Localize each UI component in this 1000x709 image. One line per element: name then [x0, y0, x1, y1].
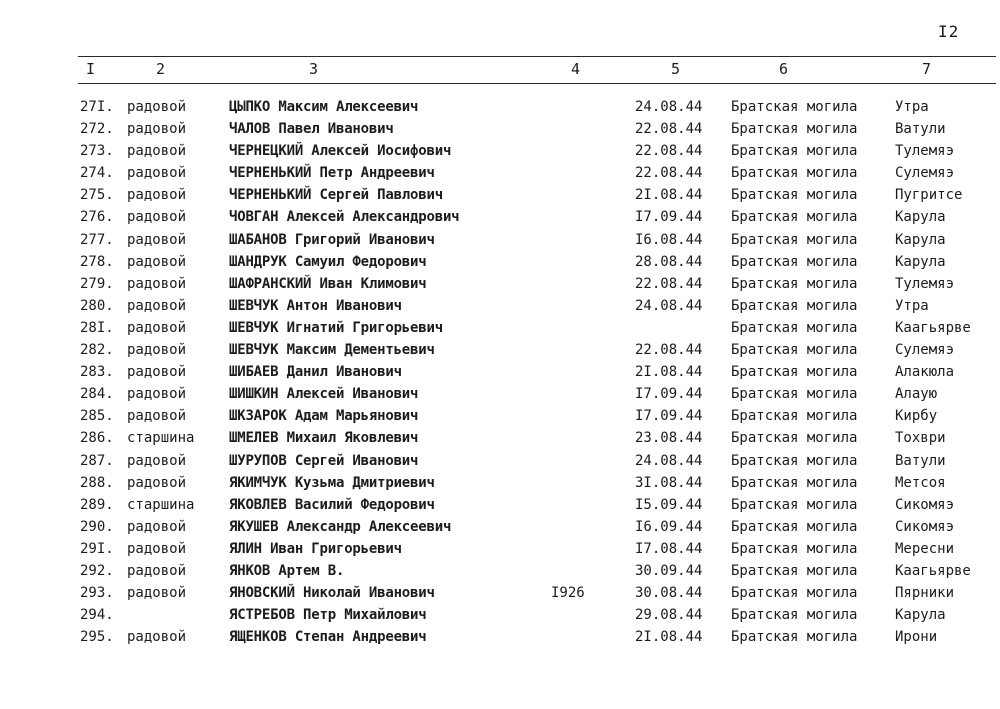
record-burial-location: Кирбу	[895, 408, 938, 425]
record-burial-location: Карула	[895, 209, 946, 226]
table-row	[0, 560, 1000, 582]
record-rank: радовой	[127, 121, 187, 138]
record-burial-location: Тохври	[895, 430, 946, 447]
record-burial-type: Братская могила	[731, 209, 858, 226]
record-burial-location: Алакюла	[895, 364, 955, 381]
record-burial-type: Братская могила	[731, 231, 858, 248]
record-rank: радовой	[127, 452, 187, 469]
record-number: 292.	[80, 562, 114, 579]
record-name: ЧЕРНЕНЬКИЙ Петр Андреевич	[229, 165, 435, 182]
column-header-5: 5	[671, 60, 681, 78]
record-death-date: 2I.08.44	[635, 629, 703, 646]
record-rank: радовой	[127, 474, 187, 491]
record-burial-location: Ватули	[895, 121, 946, 138]
record-name: ШАНДРУК Самуил Федорович	[229, 253, 427, 270]
column-header-4: 4	[571, 60, 581, 78]
record-burial-type: Братская могила	[731, 364, 858, 381]
record-burial-location: Мересни	[895, 540, 955, 557]
column-header-2: 2	[156, 60, 166, 78]
record-burial-location: Карула	[895, 607, 946, 624]
record-burial-location: Алаую	[895, 386, 938, 403]
record-burial-location: Сулемяэ	[895, 165, 955, 182]
record-rank: радовой	[127, 253, 187, 270]
record-number: 288.	[80, 474, 114, 491]
record-number: 283.	[80, 364, 114, 381]
record-burial-type: Братская могила	[731, 540, 858, 557]
record-rank: радовой	[127, 275, 187, 292]
record-name: ЦЫПКО Максим Алексеевич	[229, 99, 419, 115]
page-number: I2	[938, 22, 960, 41]
record-name: ЯНОВСКИЙ Николай Иванович	[229, 585, 435, 602]
table-row	[0, 295, 1000, 317]
record-number: 295.	[80, 629, 114, 646]
record-birth-year: I926	[551, 585, 585, 602]
record-name: ЯКОВЛЕВ Василий Федорович	[229, 496, 435, 513]
record-burial-type: Братская могила	[731, 452, 858, 469]
record-number: 27I.	[80, 99, 114, 115]
record-name: ЯНКОВ Артем В.	[229, 562, 345, 579]
record-burial-location: Ирони	[895, 629, 938, 646]
table-row	[0, 251, 1000, 273]
table-row	[0, 604, 1000, 626]
record-name: ЯКУШЕВ Александр Алексеевич	[229, 518, 452, 535]
record-number: 285.	[80, 408, 114, 425]
record-rank: радовой	[127, 408, 187, 425]
record-death-date: I7.09.44	[635, 209, 703, 226]
record-burial-type: Братская могила	[731, 253, 858, 270]
table-row	[0, 472, 1000, 494]
table-row	[0, 206, 1000, 228]
record-rank: радовой	[127, 209, 187, 226]
record-burial-type: Братская могила	[731, 474, 858, 491]
record-death-date: 24.08.44	[635, 99, 703, 115]
record-rank: радовой	[127, 518, 187, 535]
column-header-3: 3	[309, 60, 319, 78]
record-rank: радовой	[127, 540, 187, 557]
record-burial-type: Братская могила	[731, 319, 858, 336]
record-death-date: 30.08.44	[635, 585, 703, 602]
record-name: ШИШКИН Алексей Иванович	[229, 386, 419, 403]
table-row	[0, 339, 1000, 361]
table-row	[0, 427, 1000, 449]
record-burial-location: Сикомяэ	[895, 518, 955, 535]
record-burial-type: Братская могила	[731, 121, 858, 138]
record-number: 282.	[80, 342, 114, 359]
table-row	[0, 450, 1000, 472]
column-header-6: 6	[779, 60, 789, 78]
record-burial-location: Карула	[895, 253, 946, 270]
record-burial-type: Братская могила	[731, 187, 858, 204]
table-row	[0, 626, 1000, 648]
record-name: ЯЛИН Иван Григорьевич	[229, 540, 402, 557]
record-rank: радовой	[127, 342, 187, 359]
record-death-date: I7.09.44	[635, 386, 703, 403]
table-row	[0, 184, 1000, 206]
record-death-date: I7.09.44	[635, 408, 703, 425]
table-row	[0, 317, 1000, 339]
record-death-date: 30.09.44	[635, 562, 703, 579]
record-name: ШКЗАРОК Адам Марьянович	[229, 408, 419, 425]
table-row	[0, 516, 1000, 538]
header-bottom-rule	[78, 83, 996, 84]
record-rank: радовой	[127, 629, 187, 646]
table-row	[0, 140, 1000, 162]
column-headers	[0, 60, 1000, 80]
record-name: ЯЩЕНКОВ Степан Андреевич	[229, 629, 427, 646]
record-number: 280.	[80, 297, 114, 314]
record-burial-type: Братская могила	[731, 430, 858, 447]
record-number: 276.	[80, 209, 114, 226]
record-number: 294.	[80, 607, 114, 624]
record-burial-location: Сулемяэ	[895, 342, 955, 359]
record-rank: радовой	[127, 562, 187, 579]
record-burial-type: Братская могила	[731, 297, 858, 314]
record-number: 277.	[80, 231, 114, 248]
record-death-date: I6.09.44	[635, 518, 703, 535]
record-number: 273.	[80, 143, 114, 160]
record-rank: радовой	[127, 297, 187, 314]
record-number: 274.	[80, 165, 114, 182]
record-burial-location: Пугритсе	[895, 187, 963, 204]
record-burial-location: Тулемяэ	[895, 275, 955, 292]
record-name: ЧЕРНЕНЬКИЙ Сергей Павлович	[229, 187, 443, 204]
record-burial-type: Братская могила	[731, 585, 858, 602]
record-death-date: 22.08.44	[635, 165, 703, 182]
record-number: 290.	[80, 518, 114, 535]
record-rank: старшина	[127, 430, 195, 447]
record-burial-location: Метсоя	[895, 474, 946, 491]
record-death-date: I5.09.44	[635, 496, 703, 513]
record-number: 287.	[80, 452, 114, 469]
record-death-date: 22.08.44	[635, 143, 703, 160]
record-burial-type: Братская могила	[731, 562, 858, 579]
table-row	[0, 538, 1000, 560]
record-burial-location: Сикомяэ	[895, 496, 955, 513]
record-death-date: 22.08.44	[635, 342, 703, 359]
column-header-1: I	[86, 60, 96, 78]
record-burial-type: Братская могила	[731, 275, 858, 292]
record-number: 275.	[80, 187, 114, 204]
table-row	[0, 361, 1000, 383]
record-rank: радовой	[127, 364, 187, 381]
record-death-date: I7.08.44	[635, 540, 703, 557]
record-death-date: 24.08.44	[635, 452, 703, 469]
record-name: ШАФРАНСКИЙ Иван Климович	[229, 275, 427, 292]
record-death-date: I6.08.44	[635, 231, 703, 248]
record-burial-type: Братская могила	[731, 143, 858, 160]
record-burial-type: Братская могила	[731, 607, 858, 624]
record-number: 293.	[80, 585, 114, 602]
record-number: 278.	[80, 253, 114, 270]
record-death-date: 22.08.44	[635, 275, 703, 292]
record-burial-type: Братская могила	[731, 496, 858, 513]
table-row	[0, 494, 1000, 516]
record-burial-location: Карула	[895, 231, 946, 248]
record-burial-type: Братская могила	[731, 408, 858, 425]
table-row	[0, 162, 1000, 184]
record-number: 272.	[80, 121, 114, 138]
table-row	[0, 405, 1000, 427]
record-rank: радовой	[127, 165, 187, 182]
record-death-date: 29.08.44	[635, 607, 703, 624]
record-burial-location: Утра	[895, 297, 929, 314]
record-name: ЧАЛОВ Павел Иванович	[229, 121, 394, 138]
record-burial-location: Каагьярве	[895, 319, 971, 336]
record-burial-location: Тулемяэ	[895, 143, 955, 160]
record-burial-type: Братская могила	[731, 165, 858, 182]
records-list	[0, 96, 1000, 648]
record-number: 29I.	[80, 540, 114, 557]
record-death-date: 3I.08.44	[635, 474, 703, 491]
record-name: ЧОВГАН Алексей Александрович	[229, 209, 460, 226]
record-death-date: 2I.08.44	[635, 187, 703, 204]
column-header-7: 7	[922, 60, 932, 78]
table-row	[0, 229, 1000, 251]
record-rank: старшина	[127, 496, 195, 513]
record-rank: радовой	[127, 231, 187, 248]
record-burial-type: Братская могила	[731, 386, 858, 403]
record-death-date: 28.08.44	[635, 253, 703, 270]
table-row	[0, 582, 1000, 604]
record-burial-type: Братская могила	[731, 342, 858, 359]
record-number: 28I.	[80, 319, 114, 336]
record-name: ЧЕРНЕЦКИЙ Алексей Иосифович	[229, 143, 452, 160]
record-death-date: 2I.08.44	[635, 364, 703, 381]
table-row	[0, 273, 1000, 295]
table-row	[0, 96, 1000, 118]
table-row	[0, 383, 1000, 405]
record-name: ШЕВЧУК Максим Дементьевич	[229, 342, 435, 359]
record-number: 284.	[80, 386, 114, 403]
record-name: ШЕВЧУК Антон Иванович	[229, 297, 402, 314]
table-row	[0, 118, 1000, 140]
record-name: ШИБАЕВ Данил Иванович	[229, 364, 402, 381]
record-rank: радовой	[127, 143, 187, 160]
record-rank: радовой	[127, 99, 187, 115]
record-burial-location: Пярники	[895, 585, 955, 602]
record-rank: радовой	[127, 585, 187, 602]
record-rank: радовой	[127, 319, 187, 336]
record-rank: радовой	[127, 187, 187, 204]
record-name: ЯКИМЧУК Кузьма Дмитриевич	[229, 474, 435, 491]
record-burial-type: Братская могила	[731, 99, 858, 115]
record-number: 286.	[80, 430, 114, 447]
record-burial-location: Каагьярве	[895, 562, 971, 579]
record-name: ШЕВЧУК Игнатий Григорьевич	[229, 319, 443, 336]
header-top-rule	[78, 56, 996, 57]
record-death-date: 23.08.44	[635, 430, 703, 447]
record-burial-location: Утра	[895, 99, 929, 115]
record-burial-location: Ватули	[895, 452, 946, 469]
record-rank: радовой	[127, 386, 187, 403]
record-name: ШУРУПОВ Сергей Иванович	[229, 452, 419, 469]
record-number: 279.	[80, 275, 114, 292]
record-death-date: 22.08.44	[635, 121, 703, 138]
record-burial-type: Братская могила	[731, 518, 858, 535]
record-burial-type: Братская могила	[731, 629, 858, 646]
record-death-date: 24.08.44	[635, 297, 703, 314]
record-name: ШМЕЛЕВ Михаил Яковлевич	[229, 430, 419, 447]
record-name: ШАБАНОВ Григорий Иванович	[229, 231, 435, 248]
record-name: ЯСТРЕБОВ Петр Михайлович	[229, 607, 427, 624]
record-number: 289.	[80, 496, 114, 513]
